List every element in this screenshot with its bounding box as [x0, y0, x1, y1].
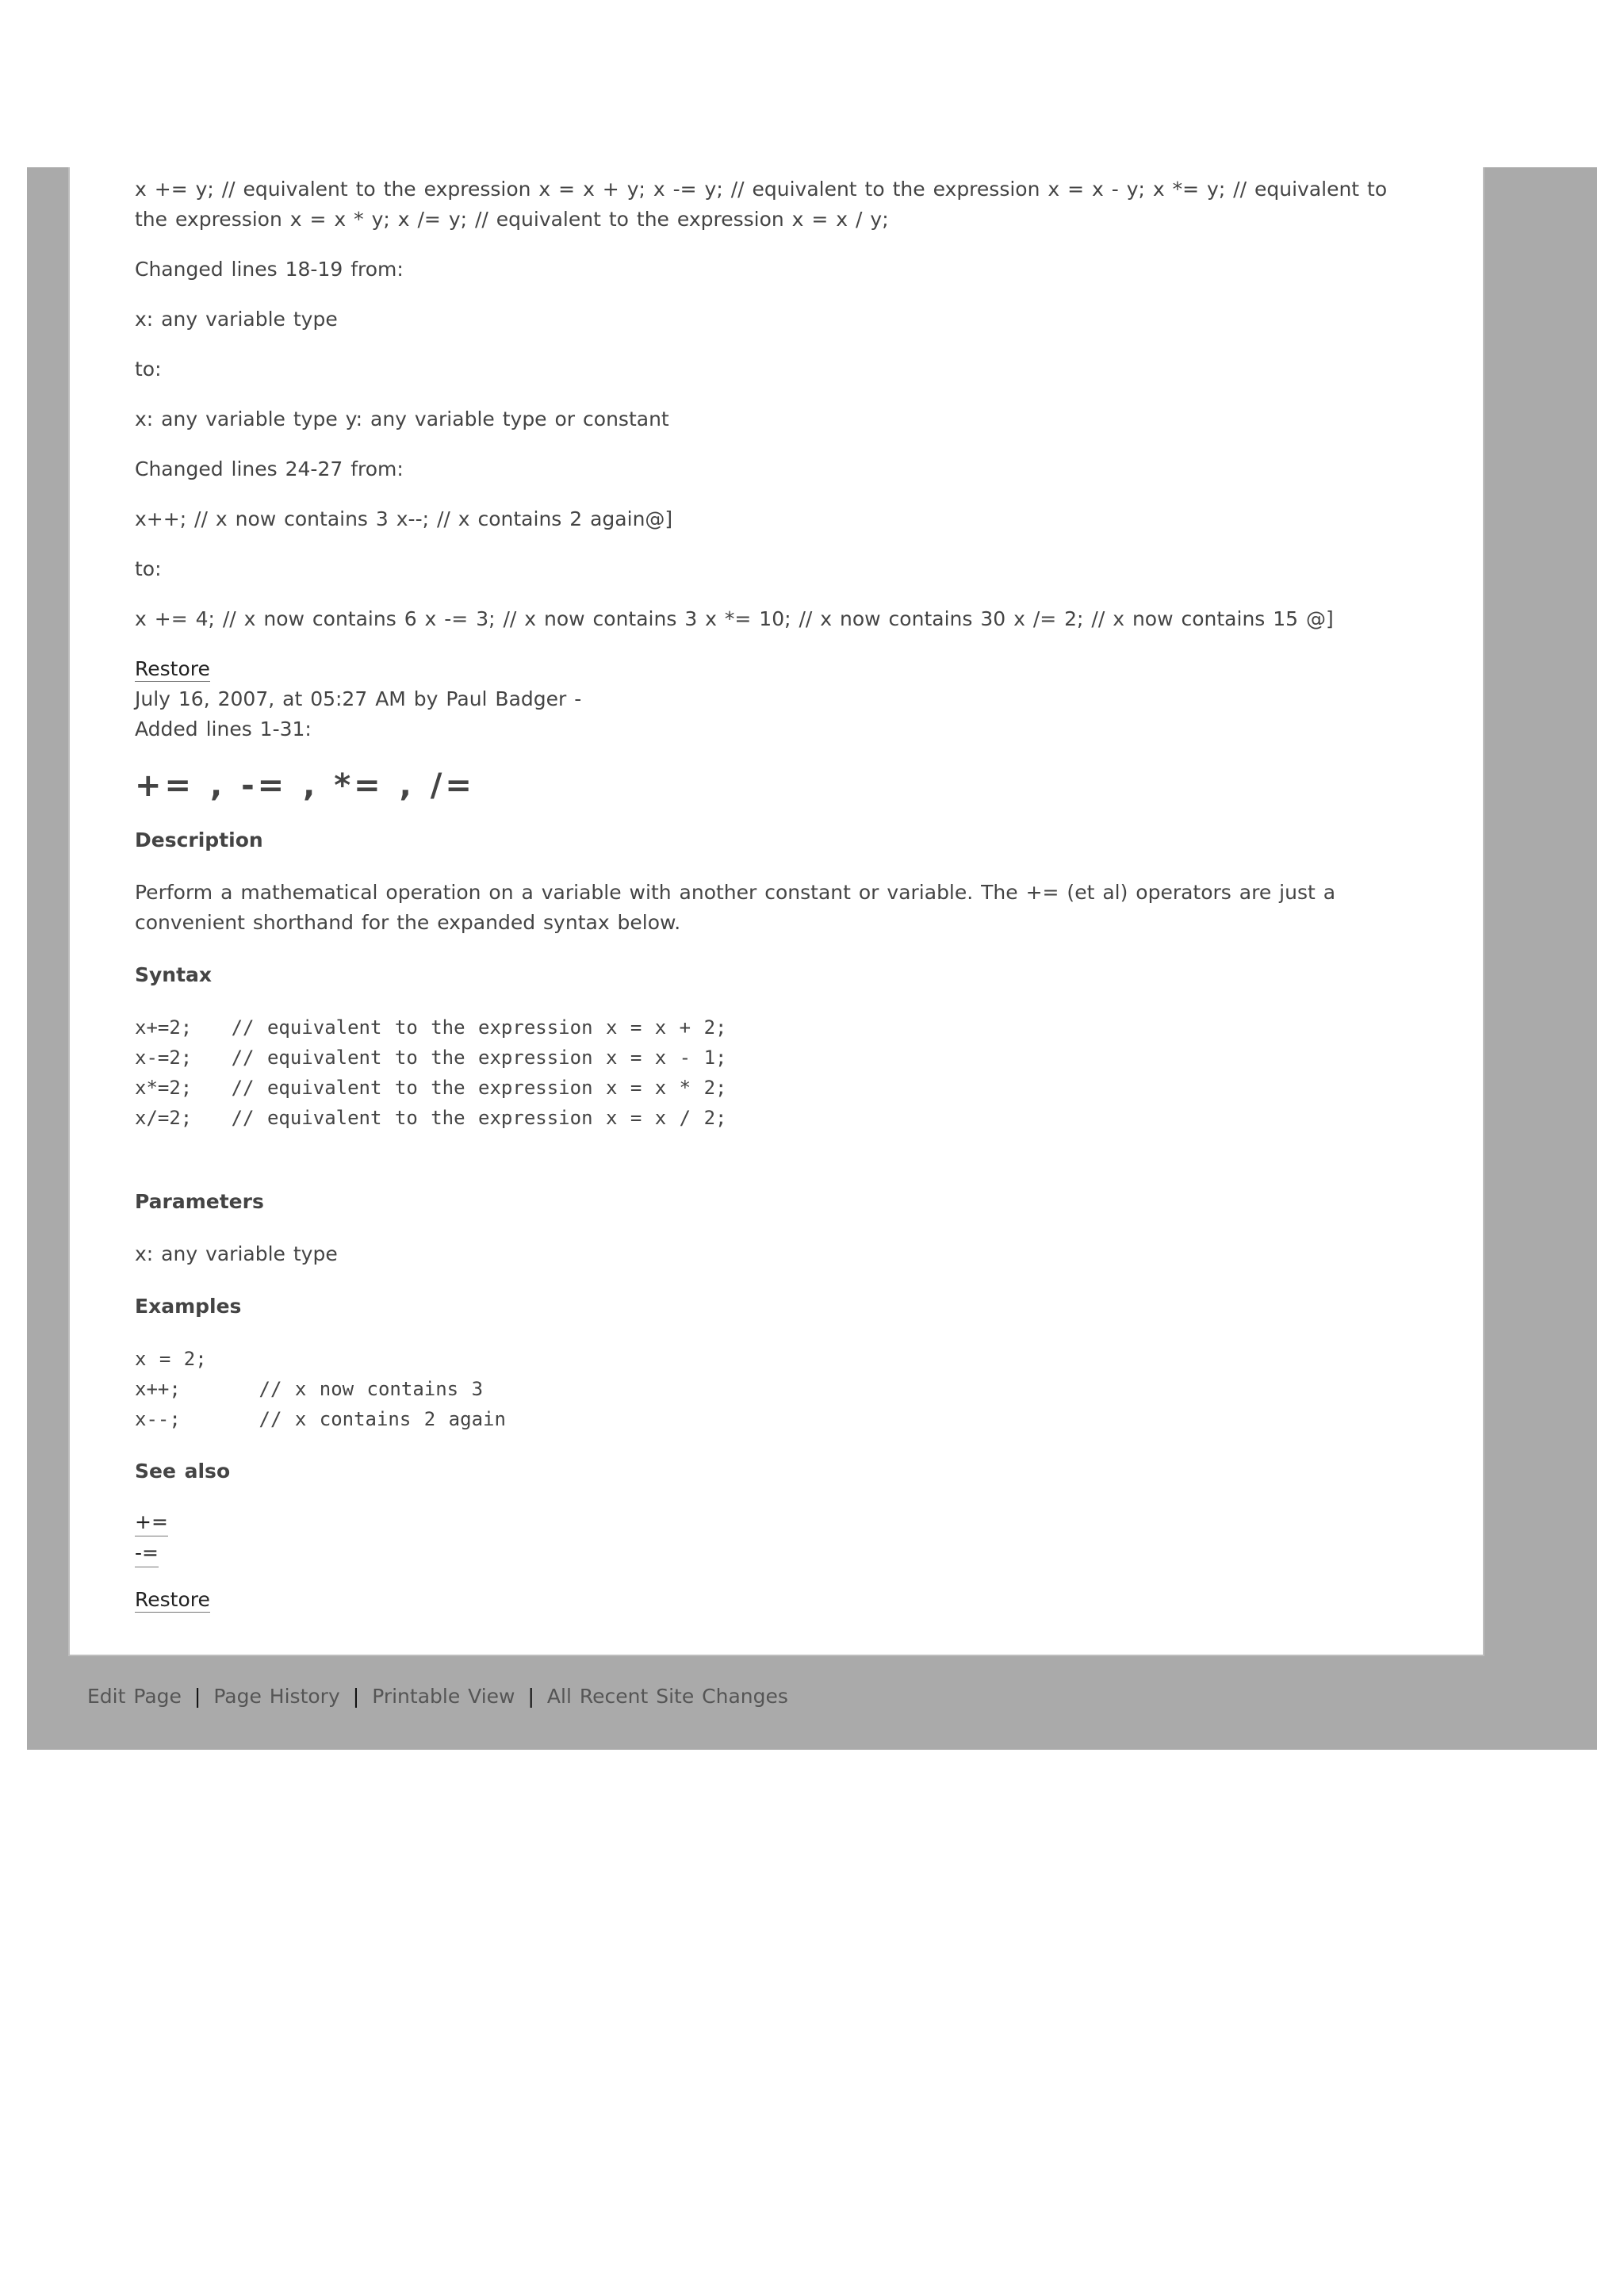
see-also-heading: See also	[135, 1460, 231, 1483]
syntax-heading: Syntax	[135, 963, 213, 986]
footer-separator: |	[527, 1685, 534, 1708]
to-label: to:	[135, 557, 162, 580]
description-text: Perform a mathematical operation on a variable with another constant or variable. The += (et al) operators are just a convenient shorthand for the expanded syntax below.	[135, 881, 1336, 934]
added-lines-label: Added lines 1-31:	[135, 718, 312, 740]
article-title: += , -= , *= , /=	[135, 767, 475, 804]
revision-meta: July 16, 2007, at 05:27 AM by Paul Badger -	[135, 687, 582, 710]
diff-expression-summary: x += y; // equivalent to the expression x = x + y; x -= y; // equivalent to the expression x = x - y; x *= y; // equivalent to the expression x = x * y; x /= y; // equivalent to the expression x = x / y;	[135, 178, 1388, 231]
change-18-19-to: x: any variable type y: any variable type or constant	[135, 408, 669, 430]
revision-block	[135, 654, 1418, 744]
parameters-text: x: any variable type	[135, 1242, 338, 1265]
page-content	[68, 167, 1484, 1656]
see-also-link-minus-equals[interactable]: -=	[135, 1540, 159, 1567]
change-18-19-from: x: any variable type	[135, 308, 338, 331]
change-24-27-from: x++; // x now contains 3 x--; // x contains 2 again@]	[135, 507, 673, 530]
see-also-link-plus-equals[interactable]: +=	[135, 1509, 168, 1536]
printable-view-link[interactable]: Printable View	[372, 1685, 515, 1708]
edit-page-link[interactable]: Edit Page	[87, 1685, 182, 1708]
recent-site-changes-link[interactable]: All Recent Site Changes	[546, 1685, 788, 1708]
footer-nav	[82, 1685, 793, 1708]
change-label-18-19: Changed lines 18-19 from:	[135, 258, 404, 281]
change-24-27-to: x += 4; // x now contains 6 x -= 3; // x now contains 3 x *= 10; // x now contains 30 x /= 2; // x now contains 15 @]	[135, 607, 1334, 630]
restore-link[interactable]: Restore	[135, 657, 210, 680]
change-label-24-27: Changed lines 24-27 from:	[135, 457, 404, 480]
see-also-list	[135, 1509, 1418, 1567]
page-history-link[interactable]: Page History	[213, 1685, 340, 1708]
description-heading: Description	[135, 828, 263, 851]
examples-heading: Examples	[135, 1295, 242, 1318]
to-label: to:	[135, 358, 162, 381]
restore-link[interactable]: Restore	[135, 1588, 210, 1611]
footer-separator: |	[193, 1685, 201, 1708]
examples-code-block: x = 2; x++; // x now contains 3 x--; // x contains 2 again	[135, 1348, 506, 1430]
parameters-heading: Parameters	[135, 1190, 264, 1213]
page-frame	[27, 167, 1597, 1750]
syntax-code-block: x+=2; // equivalent to the expression x = x + 2; x-=2; // equivalent to the expression x = x - 1; x*=2; // equivalent to the expression x = x * 2; x/=2; // equivalent to the expression x = x / 2;	[135, 1016, 727, 1129]
footer-separator: |	[352, 1685, 360, 1708]
